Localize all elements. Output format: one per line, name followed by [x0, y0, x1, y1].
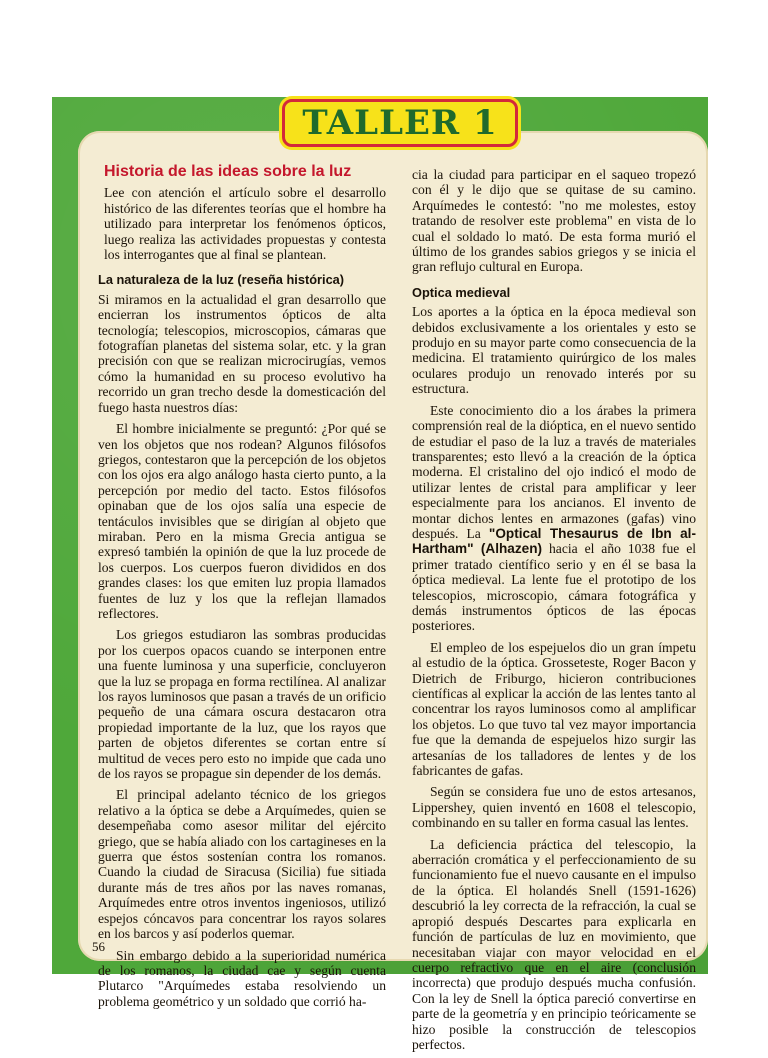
right-column: [412, 167, 696, 1058]
paragraph: Sin embargo debido a la superioridad numérica de los romanos, la ciudad cae y según cuenta Plutarco "Arquímedes estaba resolviendo un problema geométrico y un soldado que corrió ha-: [98, 947, 386, 1009]
paragraph-text: Este conocimiento dio a los árabes la primera comprensión real de la dióptica, en el nuevo sentido de estudiar el paso de la luz a través de materiales transparentes; esto llevó a la creación de la óptica moderna. El cristalino del ojo indicó el modo de utilizar lentes de cristal para amplificar y leer especialmente para los ancianos. El invento de montar dichos lentes en armazones (gafas) vino después. La: [412, 402, 696, 541]
paragraph: Según se considera fue uno de estos artesanos, Lippershey, quien inventó en 1608 el telescopio, combinando en su taller en forma casual las lentes.: [412, 784, 696, 831]
intro-paragraph: Lee con atención el artículo sobre el desarrollo histórico de las diferentes teorías que el hombre ha utilizado para interpretar los fenómenos ópticos, luego realiza las actividades propuestas y contesta los interrogantes que al final se plantean.: [104, 185, 386, 263]
paragraph-text: hacia el año 1038 fue el primer tratado científico serio y en él se basa la óptica medieval. La lente fue el prototipo de los telescopios, microscopio, cámara fotográfica y demás instrumentos ópticos de las épocas posteriores.: [412, 541, 696, 634]
section-heading-optica-medieval: Optica medieval: [412, 284, 511, 300]
page-title: TALLER 1: [302, 103, 498, 143]
paragraph: El empleo de los espejuelos dio un gran ímpetu al estudio de la óptica. Grosseteste, Roger Bacon y Dietrich de Friburgo, hicieron contribuciones científicas al explicar la acción de las lentes tanto al concentrar los rayos luminosos como al amplificar los objetos. Lo que tuvo tal vez mayor importancia fue que la demanda de espejuelos hizo surgir las artesanías de los talladores de lentes y de los fabricantes de gafas.: [412, 639, 696, 779]
article-title: Historia de las ideas sobre la luz: [104, 163, 352, 180]
paragraph: Los aportes a la óptica en la época medieval son debidos exclusivamente a los orientales y esto se produjo en su mayor parte como consecuencia de la medicina. El tratamiento quirúrgico de los males oculares produjo un renovado interés por su estructura.: [412, 304, 696, 397]
paragraph: El hombre inicialmente se preguntó: ¿Por qué se ven los objetos que nos rodean? Algunos filósofos griegos, contestaron que la percepción de los objetos con los ojos era algo análogo hasta cierto punto, a la percepción por medio del tacto. Estos filósofos opinaban que de los ojos salía una especie de tentáculos invisibles que se dirigían al objeto que miraban. Pero en la misma Grecia antigua se expresó también la opinión de que la luz procede de los cuerpos. Los cuerpos fueron divididos en dos grandes clases: los que emiten luz propia llamados fuentes de luz y los que la reflejan llamados reflectores.: [98, 421, 386, 621]
section-heading-naturaleza: La naturaleza de la luz (reseña histórica): [98, 272, 345, 288]
paragraph: La deficiencia práctica del telescopio, la aberración cromática y el perfeccionamiento de su funcionamiento fue el nuevo causante en el impulso de la óptica. El holandés Snell (1591-1626) descubrió la ley correcta de la refracción, la cual se apropió después Descartes para explicarla en función de partículas de luz en movimiento, que necesitaban viajar con mayor velocidad en el cuerpo refractivo que en el aire (conclusión incorrecta) que produjo después mucha confusión. Con la ley de Snell la óptica pareció convertirse en parte de la geometría y en principio teóricamente se hizo posible la construcción de telescopios perfectos.: [412, 836, 696, 1052]
paragraph: El principal adelanto técnico de los griegos relativo a la óptica se debe a Arquímedes, quien se desempeñaba como asesor militar del ejército griego, que se había aliado con los cartagineses en la guerra que éstos sostenían contra los romanos. Cuando la ciudad de Siracusa (Sicilia) fue sitiada durante más de tres años por las naves romanas, Arquímedes entre otros inventos ingeniosos, utilizó espejos cóncavos para concentrar los rayos solares en los barcos y así poderlos quemar.: [98, 787, 386, 942]
paragraph: Los griegos estudiaron las sombras producidas por los cuerpos opacos cuando se interponen entre una fuente luminosa y una superficie, concluyeron que la luz se propaga en forma rectilínea. Al analizar los rayos luminosos que pasan a través de un orificio pequeño de una cámara oscura destacaron otra propiedad importante de la luz, que los rayos que parten de objetos diferentes se cortan entre sí multitud de veces pero esto no impide que cada uno de los rayos se propague sin depender de los demás.: [98, 627, 386, 782]
title-badge: [282, 99, 518, 147]
page-number: 56: [92, 939, 105, 954]
left-column: [98, 160, 386, 1015]
paragraph: [412, 403, 696, 634]
paragraph: cia la ciudad para participar en el saqueo tropezó con él y le dijo que se quitase de su camino. Arquímedes le contestó: "no me molestes, estoy tratando de resolver este problema" en vista de lo cual el soldado lo mató. De esta forma murió el último de los grandes sabios griegos y se inicia el gran reflujo cultural en Europa.: [412, 167, 696, 275]
bold-reference: "Optical Thesaurus de Ibn al-Hartham" (Alhazen): [412, 525, 696, 557]
paragraph: Si miramos en la actualidad el gran desarrollo que encierran los instrumentos ópticos de alta tecnología; telescopios, microscopios, cámaras que fotografían planetas del sistema solar, etc. y la gran precisión con que se realizan microcirugías, vemos cómo la humanidad en su proceso evolutivo ha recorrido un gran trecho desde la domesticación del fuego hasta nuestros días:: [98, 291, 386, 415]
